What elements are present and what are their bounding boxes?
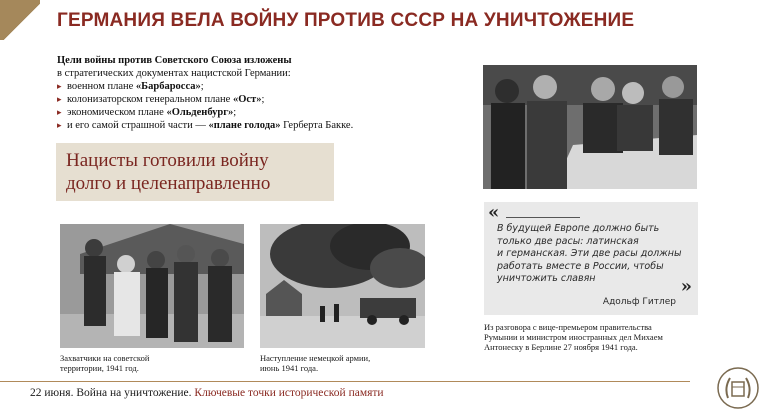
slide-title: ГЕРМАНИЯ ВЕЛА ВОЙНУ ПРОТИВ СССР НА УНИЧТОЖЕНИЕ — [57, 10, 635, 31]
caption-line: территории, 1941 год. — [60, 363, 139, 373]
intro-lead-bold: Цели войны против Советского Союза изложены — [57, 55, 292, 66]
laurel-emblem-icon — [716, 366, 760, 410]
quote-line: В будущей Европе должно быть — [497, 223, 660, 234]
list-item — [57, 119, 457, 132]
photo-occupiers — [60, 224, 244, 348]
quote-line: работать вместе в России, чтобы — [497, 260, 664, 272]
list-item — [57, 80, 457, 93]
plan-name: «Барбаросса» — [135, 81, 201, 92]
footer-divider — [0, 381, 690, 382]
plan-name: «Ольденбург» — [166, 107, 234, 118]
list-item — [57, 93, 457, 106]
source-line: Антонеску в Берлине 27 ноября 1941 года. — [484, 342, 638, 352]
caption-line: Захватчики на советской — [60, 353, 150, 363]
quote-close-icon: » — [680, 276, 692, 297]
quote-open-icon: « — [488, 202, 500, 223]
caption-line: Наступление немецкой армии, — [260, 353, 371, 363]
list-item — [57, 106, 457, 119]
plan-name: «плане голода» — [208, 120, 281, 131]
caption-photo-2 — [60, 353, 240, 373]
quote-text — [497, 223, 689, 286]
quote-line: и германская. Эти две расы должны — [497, 248, 682, 259]
quote-box — [484, 202, 698, 315]
photo-officers-map — [483, 65, 697, 189]
highlight-banner — [56, 143, 334, 201]
source-line: Румынии и министром иностранных дел Михаем — [484, 332, 663, 342]
quote-source — [484, 322, 714, 352]
corner-decoration — [0, 0, 40, 40]
plan-text: экономическом плане — [67, 107, 167, 118]
caption-line: июнь 1941 года. — [260, 363, 319, 373]
quote-line: только две расы: латинская — [497, 235, 639, 247]
intro-text — [57, 54, 457, 132]
plan-suffix: Герберта Бакке. — [280, 120, 354, 131]
footer-prefix: 22 июня. Война на уничтожение. — [30, 387, 192, 399]
plan-text: и его самой страшной части — — [67, 120, 209, 131]
plan-name: «Ост» — [232, 94, 262, 105]
photo-advance — [260, 224, 425, 348]
quote-rule-top — [506, 217, 580, 218]
banner-line-2: долго и целенаправленно — [66, 173, 271, 194]
source-line: Из разговора с вице-премьером правительства — [484, 322, 652, 332]
plans-list — [57, 80, 457, 132]
footer-accent: Ключевые точки исторической памяти — [194, 387, 384, 399]
banner-line-1: Нацисты готовили войну — [66, 150, 269, 171]
footer-text — [30, 387, 384, 399]
quote-line: уничтожить славян — [497, 273, 596, 284]
plan-text: колонизаторском генеральном плане — [67, 94, 233, 105]
plan-suffix: ; — [200, 81, 204, 92]
plan-text: военном плане — [67, 81, 136, 92]
caption-photo-3 — [260, 353, 430, 373]
intro-lead-rest: в стратегических документах нацистской Германии: — [57, 68, 291, 79]
plan-suffix: ; — [261, 94, 265, 105]
plan-suffix: ; — [233, 107, 237, 118]
quote-author: Адольф Гитлер — [602, 297, 676, 307]
